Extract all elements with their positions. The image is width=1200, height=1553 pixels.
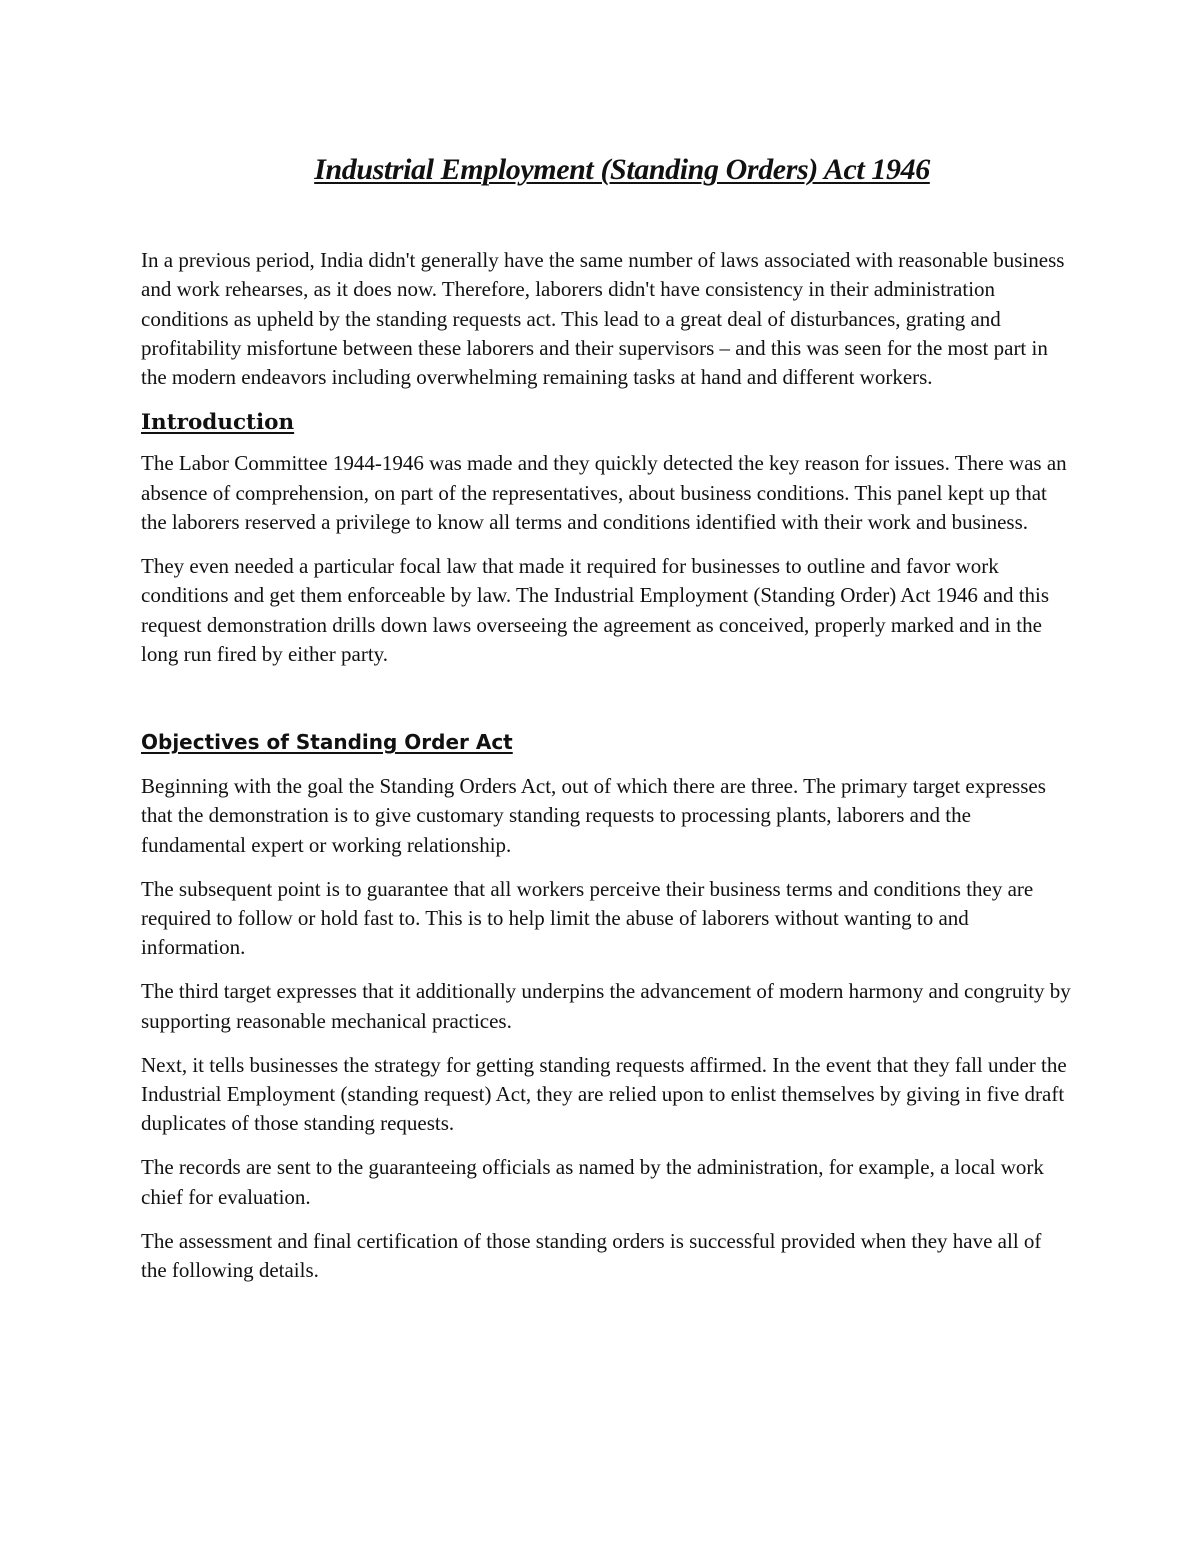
section-spacer — [141, 684, 1071, 726]
intro-paragraph: In a previous period, India didn't generally have the same number of laws associated with reasonable business and work rehearses, as it does now. Therefore, laborers didn't have consistency in their administration conditions as upheld by the standing requests act. This lead to a great deal of disturbances, grating and profitability misfortune between these laborers and their supervisors – and this was seen for the most part in the modern endeavors including overwhelming remaining tasks at hand and different workers. — [141, 248, 1065, 390]
paragraph: Beginning with the goal the Standing Orders Act, out of which there are three. The primary target expresses that the demonstration is to give customary standing requests to processing plants, laborers and the fundamental expert or working relationship. — [141, 773, 1046, 857]
document-body — [141, 246, 1071, 1300]
document-title: Industrial Employment (Standing Orders) Act 1946 — [314, 153, 930, 186]
paragraph: Next, it tells businesses the strategy for getting standing requests affirmed. In the event that they fall under the Industrial Employment (standing request) Act, they are relied upon to enlist themselves by giving in five draft duplicates of those standing requests. — [141, 1052, 1067, 1136]
section-heading-objectives: Objectives of Standing Order Act — [141, 729, 513, 754]
paragraph: The assessment and final certification of those standing orders is successful provided when they have all of the following details. — [141, 1228, 1042, 1283]
paragraph: The records are sent to the guaranteeing officials as named by the administration, for example, a local work chief for evaluation. — [141, 1155, 1044, 1209]
paragraph: The subsequent point is to guarantee that all workers perceive their business terms and conditions they are required to follow or hold fast to. This is to help limit the abuse of laborers without wanting to and information. — [141, 876, 1034, 960]
paragraph: They even needed a particular focal law that made it required for businesses to outline and favor work conditions and get them enforceable by law. The Industrial Employment (Standing Order) Act 1946 and this request demonstration drills down laws overseeing the agreement as conceived, properly marked and in the long run fired by either party. — [141, 553, 1050, 666]
paragraph: The Labor Committee 1944-1946 was made and they quickly detected the key reason for issues. There was an absence of comprehension, on part of the representatives, about business conditions. This panel kept up that the laborers reserved a privilege to know all terms and conditions identified with their work and business. — [141, 451, 1067, 534]
paragraph: The third target expresses that it additionally underpins the advancement of modern harmony and congruity by supporting reasonable mechanical practices. — [141, 979, 1071, 1033]
section-heading-introduction: Introduction — [141, 410, 295, 436]
